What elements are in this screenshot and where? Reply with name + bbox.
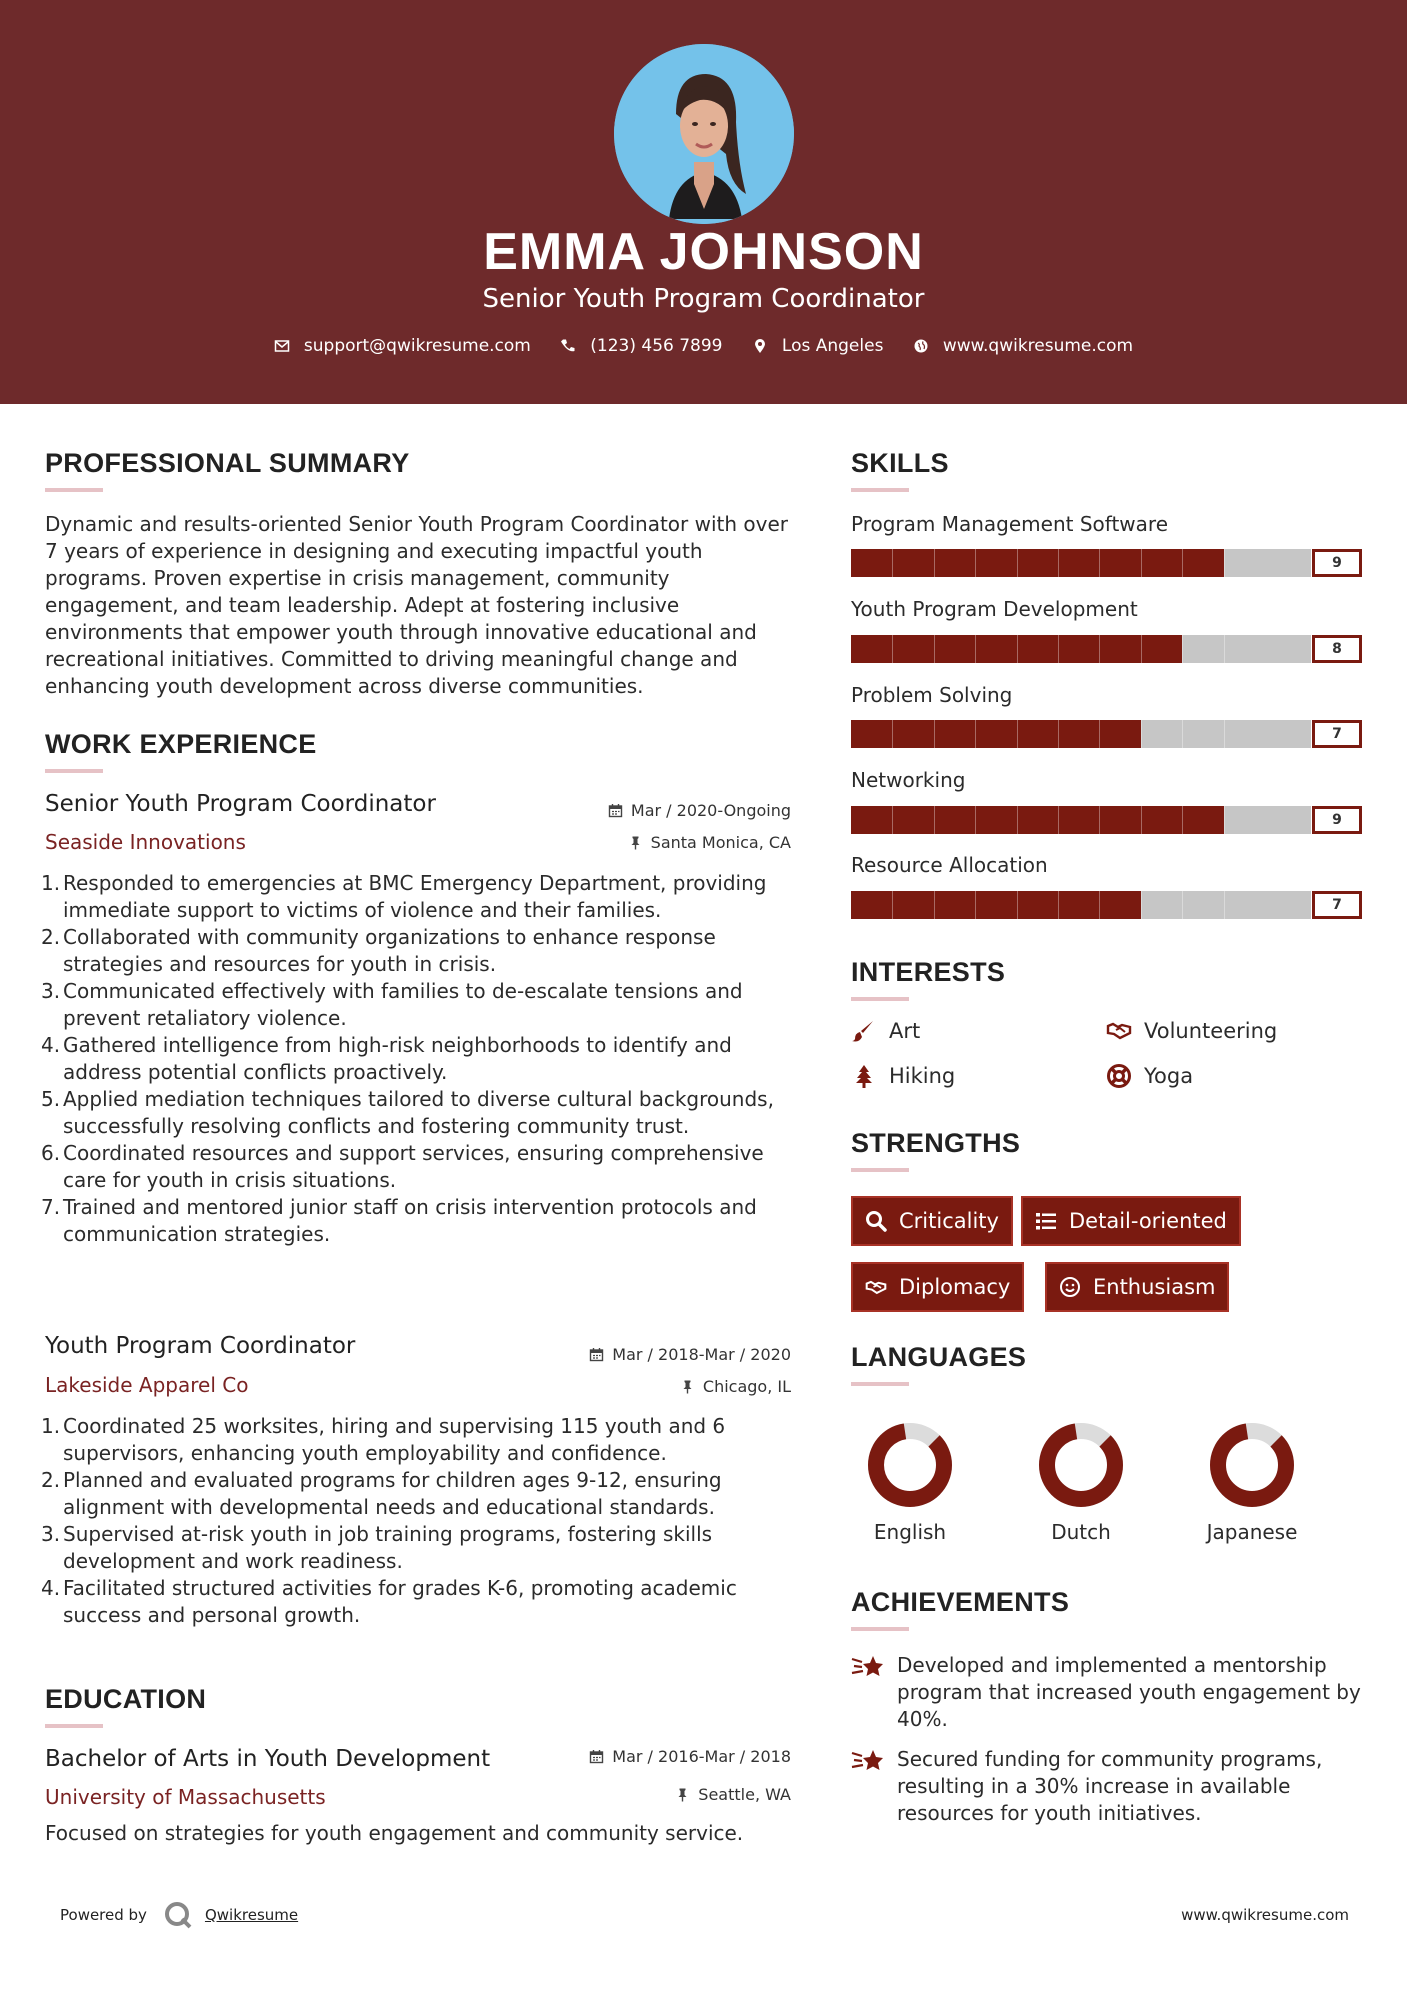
- education-heading: EDUCATION: [45, 1684, 207, 1714]
- interest-label: Volunteering: [1144, 1019, 1278, 1043]
- job-location: [680, 1377, 791, 1396]
- language-item: [850, 1420, 970, 1544]
- skill-bar-segment: [1099, 720, 1100, 748]
- pushpin-icon: [628, 835, 643, 850]
- footer-brand-link[interactable]: Qwikresume: [204, 1906, 299, 1924]
- achievement-item: [851, 1652, 1361, 1733]
- skill-bar-segment: [1141, 549, 1142, 577]
- handshake-icon: [865, 1276, 887, 1298]
- language-label: Dutch: [1051, 1520, 1111, 1544]
- list-item: 4. Gathered intelligence from high-risk neighborhoods to identify and address potential conflicts proactively.: [41, 1033, 732, 1084]
- strength-tag: [1045, 1262, 1229, 1312]
- skill-bar-segment: [1058, 806, 1059, 834]
- skill-bar-segment: [1182, 720, 1183, 748]
- skill-bar-segment: [975, 891, 976, 919]
- skills-heading: SKILLS: [851, 448, 949, 478]
- candidate-title: Senior Youth Program Coordinator: [482, 284, 925, 314]
- contact-phone[interactable]: [560, 336, 722, 356]
- job-dates: [589, 1345, 791, 1364]
- skill-bar-segment: [975, 720, 976, 748]
- skill-bar-segment: [1141, 635, 1142, 663]
- education-dates-text: Mar / 2016-Mar / 2018: [612, 1747, 791, 1766]
- achievements-heading-rule: [851, 1627, 909, 1631]
- resume-header: [0, 0, 1407, 404]
- skill-bar-segment: [1182, 635, 1183, 663]
- skill-bar-segment: [934, 720, 935, 748]
- contact-location: [752, 336, 884, 356]
- school-name: University of Massachusetts: [45, 1785, 326, 1809]
- phone-icon: [560, 338, 576, 354]
- experience-heading-rule: [45, 769, 103, 773]
- list-item: 2. Planned and evaluated programs for children ages 9-12, ensuring alignment with developmental needs and educational standards.: [41, 1468, 722, 1519]
- list-item: 1. Coordinated 25 worksites, hiring and supervising 115 youth and 6 supervisors, enhancing youth employability and confidence.: [41, 1414, 726, 1465]
- skill-score: 9: [1312, 549, 1362, 577]
- achievement-item: [851, 1746, 1361, 1827]
- candidate-name: EMMA JOHNSON: [483, 223, 924, 281]
- skill-bar-segment: [1224, 891, 1225, 919]
- skill-name: Program Management Software: [851, 512, 1169, 536]
- skill-bar-segment: [1141, 720, 1142, 748]
- powered-by-text: Powered by: [60, 1906, 147, 1924]
- job-company: Lakeside Apparel Co: [45, 1373, 249, 1397]
- summary-text: Dynamic and results-oriented Senior Youth Program Coordinator with over 7 years of experience in designing and executing impactful youth programs. Proven expertise in crisis management, community engagement, and team leadership. Adept at fostering inclusive environments that empower youth through innovative educational and recreational initiatives. Committed to driving meaningful change and enhancing youth development across diverse communities.: [45, 512, 789, 698]
- languages-heading-rule: [851, 1382, 909, 1386]
- skill-bar-segment: [934, 891, 935, 919]
- list-item: 3. Supervised at-risk youth in job training programs, fostering skills development and work readiness.: [41, 1522, 713, 1573]
- strength-label: Diplomacy: [899, 1275, 1011, 1299]
- shooting-star-icon: [851, 1652, 885, 1682]
- skill-bar: [851, 549, 1311, 577]
- lifering-icon: [1106, 1063, 1132, 1089]
- language-item: [1021, 1420, 1141, 1544]
- language-label: English: [873, 1520, 947, 1544]
- skill-bar-segment: [1141, 891, 1142, 919]
- skill-bar-segment: [1058, 549, 1059, 577]
- list-item: 7. Trained and mentored junior staff on crisis intervention protocols and communication strategies.: [41, 1195, 757, 1246]
- tree-icon: [851, 1063, 877, 1089]
- interest-item: [1106, 1063, 1193, 1089]
- skill-bar-segment: [1017, 891, 1018, 919]
- interest-label: Hiking: [889, 1064, 956, 1088]
- skill-bar-segment: [934, 549, 935, 577]
- skill-bar-segment: [1017, 806, 1018, 834]
- interest-item: [851, 1063, 955, 1089]
- job-location: [628, 833, 791, 852]
- skill-bar-fill: [851, 891, 1141, 919]
- education-location-text: Seattle, WA: [698, 1785, 791, 1804]
- job-location-text: Chicago, IL: [702, 1377, 791, 1396]
- language-item: [1192, 1420, 1312, 1544]
- skill-name: Problem Solving: [851, 683, 1013, 707]
- search-icon: [865, 1210, 887, 1232]
- education-description: Focused on strategies for youth engagement and community service.: [45, 1821, 744, 1845]
- languages-heading: LANGUAGES: [851, 1342, 1027, 1372]
- contact-phone-text: (123) 456 7899: [590, 336, 723, 356]
- list-item: 4. Facilitated structured activities for grades K-6, promoting academic success and personal growth.: [41, 1576, 737, 1627]
- list-icon: [1035, 1210, 1057, 1232]
- contact-location-text: Los Angeles: [781, 336, 884, 356]
- skill-bar-segment: [1017, 720, 1018, 748]
- skill-bar-segment: [1058, 891, 1059, 919]
- map-pin-icon: [752, 338, 768, 354]
- skill-bar-segment: [975, 635, 976, 663]
- summary-heading-rule: [45, 488, 103, 492]
- skill-bar-segment: [975, 806, 976, 834]
- strength-tag: [851, 1196, 1013, 1246]
- achievement-text: Secured funding for community programs, resulting in a 30% increase in available resources for youth initiatives.: [897, 1747, 1323, 1825]
- calendar-icon: [608, 803, 623, 818]
- list-item: 5. Applied mediation techniques tailored to diverse cultural backgrounds, successfully resolving conflicts and fostering community trust.: [41, 1087, 774, 1138]
- strength-tag: [851, 1262, 1024, 1312]
- skill-name: Networking: [851, 768, 966, 792]
- skill-bar: [851, 891, 1311, 919]
- job-company: Seaside Innovations: [45, 830, 246, 854]
- skill-bar-segment: [892, 720, 893, 748]
- job-dates-text: Mar / 2020-Ongoing: [630, 801, 791, 820]
- education-location: [675, 1785, 791, 1804]
- skill-bar-segment: [892, 806, 893, 834]
- job-dates-text: Mar / 2018-Mar / 2020: [612, 1345, 791, 1364]
- summary-heading: PROFESSIONAL SUMMARY: [45, 448, 410, 478]
- skill-bar-segment: [1058, 635, 1059, 663]
- skill-bar-segment: [934, 806, 935, 834]
- language-ring: [1207, 1420, 1297, 1510]
- job-location-text: Santa Monica, CA: [650, 833, 791, 852]
- contact-email[interactable]: [274, 336, 531, 356]
- skill-bar-fill: [851, 720, 1141, 748]
- job-dates: [608, 801, 791, 820]
- language-label: Japanese: [1206, 1520, 1298, 1544]
- list-item: 3. Communicated effectively with families to de-escalate tensions and prevent retaliatory violence.: [41, 979, 743, 1030]
- interest-label: Yoga: [1144, 1064, 1194, 1088]
- job-bullets: [41, 870, 795, 1248]
- skill-bar-segment: [1058, 720, 1059, 748]
- skill-bar-segment: [1099, 635, 1100, 663]
- interest-item: [851, 1018, 920, 1044]
- skill-bar-segment: [1099, 806, 1100, 834]
- interests-heading: INTERESTS: [851, 957, 1006, 987]
- skill-name: Resource Allocation: [851, 853, 1048, 877]
- handshake-icon: [1106, 1018, 1132, 1044]
- interest-item: [1106, 1018, 1277, 1044]
- pushpin-icon: [675, 1787, 690, 1802]
- skill-bar-segment: [892, 635, 893, 663]
- skill-bar-segment: [892, 891, 893, 919]
- skill-bar-segment: [934, 635, 935, 663]
- smile-icon: [1059, 1276, 1081, 1298]
- skill-score: 9: [1312, 806, 1362, 834]
- list-item: 2. Collaborated with community organizations to enhance response strategies and resources for youth in crisis.: [41, 925, 716, 976]
- strengths-heading: STRENGTHS: [851, 1128, 1021, 1158]
- skill-bar-segment: [1099, 549, 1100, 577]
- language-ring: [865, 1420, 955, 1510]
- education-heading-rule: [45, 1724, 103, 1728]
- qwikresume-logo-icon: [163, 1900, 193, 1930]
- strength-label: Criticality: [899, 1209, 999, 1233]
- skill-bar-fill: [851, 806, 1224, 834]
- skills-heading-rule: [851, 488, 909, 492]
- list-item: 6. Coordinated resources and support services, ensuring comprehensive care for youth in crisis situations.: [41, 1141, 764, 1192]
- achievements-heading: ACHIEVEMENTS: [851, 1587, 1070, 1617]
- profile-photo: [614, 44, 794, 224]
- skill-bar-segment: [1224, 806, 1225, 834]
- contact-email-text: support@qwikresume.com: [303, 336, 531, 356]
- skill-bar-segment: [1182, 891, 1183, 919]
- interests-heading-rule: [851, 997, 909, 1001]
- skill-score: 7: [1312, 720, 1362, 748]
- skill-bar-segment: [1141, 806, 1142, 834]
- strengths-heading-rule: [851, 1168, 909, 1172]
- skill-bar: [851, 806, 1311, 834]
- envelope-icon: [274, 338, 290, 354]
- calendar-icon: [589, 1749, 604, 1764]
- footer-powered-by: [60, 1900, 298, 1930]
- contact-bar: [0, 336, 1407, 359]
- skill-bar-segment: [1224, 720, 1225, 748]
- contact-website[interactable]: [913, 336, 1133, 356]
- achievement-text: Developed and implemented a mentorship program that increased youth engagement by 40%.: [897, 1653, 1361, 1731]
- list-item: 1. Responded to emergencies at BMC Emergency Department, providing immediate support to victims of violence and their families.: [41, 871, 767, 922]
- job-bullets: [41, 1413, 795, 1629]
- globe-icon: [913, 338, 929, 354]
- shooting-star-icon: [851, 1746, 885, 1776]
- education-dates: [589, 1747, 791, 1766]
- skill-score: 7: [1312, 891, 1362, 919]
- interest-label: Art: [889, 1019, 921, 1043]
- footer-url[interactable]: www.qwikresume.com: [1181, 1906, 1349, 1924]
- strength-label: Detail-oriented: [1069, 1209, 1227, 1233]
- degree-title: Bachelor of Arts in Youth Development: [45, 1746, 491, 1772]
- job-title: Senior Youth Program Coordinator: [45, 791, 436, 817]
- skill-score: 8: [1312, 635, 1362, 663]
- skill-bar-segment: [1099, 891, 1100, 919]
- contact-website-text: www.qwikresume.com: [942, 336, 1134, 356]
- strength-tag: [1021, 1196, 1241, 1246]
- strength-label: Enthusiasm: [1093, 1275, 1216, 1299]
- skill-bar-segment: [1017, 549, 1018, 577]
- paintbrush-icon: [851, 1018, 877, 1044]
- skill-bar-segment: [1017, 635, 1018, 663]
- language-ring: [1036, 1420, 1126, 1510]
- skill-bar-segment: [1224, 549, 1225, 577]
- skill-name: Youth Program Development: [851, 597, 1138, 621]
- skill-bar-segment: [1224, 635, 1225, 663]
- calendar-icon: [589, 1347, 604, 1362]
- skill-bar: [851, 720, 1311, 748]
- skill-bar-fill: [851, 549, 1224, 577]
- skill-bar-segment: [1182, 549, 1183, 577]
- job-title: Youth Program Coordinator: [45, 1333, 356, 1359]
- skill-bar-segment: [975, 549, 976, 577]
- skill-bar: [851, 635, 1311, 663]
- skill-bar-segment: [1182, 806, 1183, 834]
- skill-bar-segment: [892, 549, 893, 577]
- pushpin-icon: [680, 1379, 695, 1394]
- experience-heading: WORK EXPERIENCE: [45, 729, 317, 759]
